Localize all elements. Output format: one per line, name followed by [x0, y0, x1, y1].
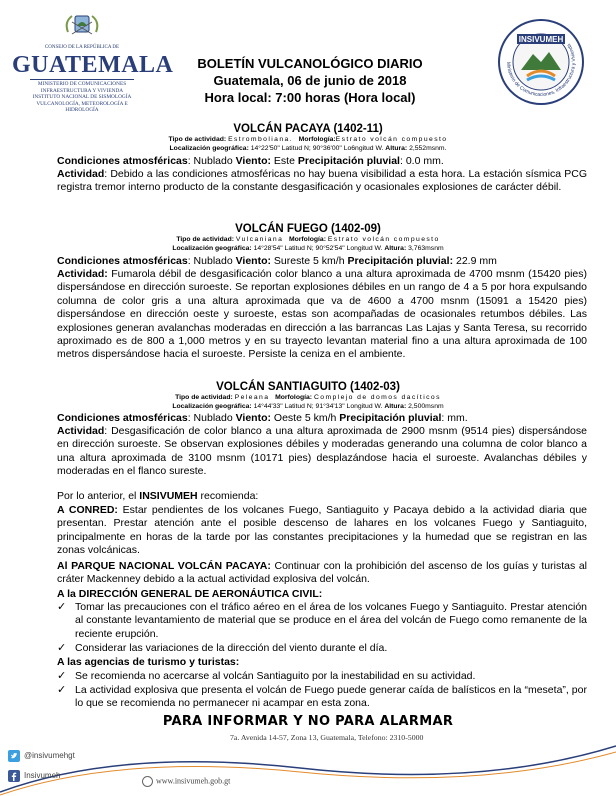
ministry-line: INFRAESTRUCTURA Y VIVIENDA: [40, 87, 124, 94]
bulletin-heading: [150, 55, 470, 106]
loc-label: Localización geográfica:: [169, 145, 249, 152]
wind-label: Viento:: [235, 155, 271, 167]
slogan: PARA INFORMAR Y NO PARA ALARMAR: [162, 714, 454, 729]
dgac-item: Tomar las precauciones con el tráfico aéreo en el área de los volcanes Fuego y Santiaguito. Prestar atención al constante levantamiento de material que se produce en el área del volcán de Fuego como remanente de la reciente erupción.: [75, 601, 587, 640]
twitter-link[interactable]: [8, 750, 75, 762]
alt-label: Altura:: [384, 245, 407, 252]
loc-label: Localización geográfica:: [172, 245, 252, 252]
santiaguito-conditions: [57, 412, 587, 425]
checkmark-icon: ✓: [57, 601, 67, 613]
tourism-heading: [57, 656, 587, 669]
loc-value: 14°44'33" Latitud N; 91°34'13" Longitud W.: [253, 403, 383, 410]
footer-decoration: [0, 738, 616, 796]
recommend-intro: [57, 490, 587, 503]
park-recommendation: [57, 560, 587, 587]
rain-value: : mm.: [441, 412, 468, 424]
wind-value: Este: [271, 155, 298, 167]
fuego-location-line: [0, 244, 616, 253]
bulletin-time: Hora local: 7:00 horas (Hora local): [204, 90, 416, 105]
bulletin-date: Guatemala, 06 de junio de 2018: [213, 73, 407, 88]
cond-value: : Nublado: [187, 155, 236, 167]
fuego-activity: [57, 268, 587, 362]
republic-text: CONSEJO DE LA REPÚBLICA DE: [44, 45, 120, 50]
type-value: Estromboliana.: [228, 136, 293, 143]
activity-label: Actividad:: [57, 268, 108, 280]
type-label: Tipo de actividad:: [176, 236, 234, 243]
morph-value: Estrato volcán compuesto: [327, 236, 440, 243]
intro-text-end: recomienda:: [197, 490, 259, 502]
activity-text: Fumarola débil de desgasificación color blanco a una altura aproximada de 4700 msnm (15420 pies) dispersándose en dirección suroeste. Se reportan explosiones débiles en un rango de 4 a 5 por hora expulsando columna de color gris a una altura aproximada que va de 4600 a 4700 msnm (15091 a 15420 pies) dispersándose en dirección oeste y suroeste, estas son acompañadas de ocasionales retumbos débiles. Las explosiones generan avalanchas moderadas en dirección a las barrancas Las Lajas y Santa Teresa, su recorrido aproximado es de 800 a 1,000 metros y en su trayecto levantan material fino a una altura aproximada de 100 metros dispersándose hacia el suroeste. Persiste la ceniza en el ambiente.: [57, 268, 587, 361]
rain-label: Precipitación pluvial: [339, 412, 442, 424]
guatemala-ministry-logo: [12, 10, 174, 122]
alt-value: 2,500msnm: [408, 403, 444, 410]
rain-label: Precipitación pluvial: [297, 155, 400, 167]
loc-label: Localización geográfica:: [172, 403, 252, 410]
ministry-line: HIDROLOGÍA: [65, 107, 99, 113]
park-label: Al PARQUE NACIONAL VOLCÁN PACAYA:: [57, 560, 271, 572]
activity-label: Actividad: [57, 168, 105, 180]
activity-text: : Debido a las condiciones atmosféricas no hay buena visibilidad a esta hora. La estación sísmica PCG registra tremor interno producto de la constante desgasificación y ocasionales explosiones de carácter débil.: [57, 168, 587, 194]
alt-label: Altura:: [384, 403, 407, 410]
dgac-label: A la DIRECCIÓN GENERAL DE AERONÁUTICA CIVIL:: [57, 588, 323, 600]
bulletin-title: BOLETÍN VULCANOLÓGICO DIARIO: [197, 56, 423, 71]
insivumeh-seal-logo: [497, 18, 585, 106]
website-link[interactable]: [142, 776, 230, 787]
cond-label: Condiciones atmosféricas: [57, 255, 188, 267]
website-url[interactable]: www.insivumeh.gob.gt: [156, 776, 231, 786]
volcano-title-santiaguito: VOLCÁN SANTIAGUITO (1402-03): [216, 381, 400, 393]
morph-value: Complejo de domos dacíticos: [313, 394, 441, 401]
type-label: Tipo de actividad:: [175, 394, 233, 401]
cond-value: : Nublado: [187, 412, 236, 424]
tourism-label: A las agencias de turismo y turistas:: [57, 656, 240, 668]
rain-value: : 0.0 mm.: [399, 155, 444, 167]
checkmark-icon: ✓: [57, 642, 67, 654]
seal-ring-text: Ministerio de Comunicaciones, Infraestructura y Vivienda: [504, 42, 578, 99]
facebook-link[interactable]: [8, 770, 60, 782]
globe-icon: [142, 776, 153, 787]
activity-label: Actividad: [57, 425, 105, 437]
intro-text: Por lo anterior, el: [57, 490, 140, 502]
wind-value: Sureste 5 km/h: [271, 255, 348, 267]
logo-divider: [30, 79, 134, 80]
coat-of-arms-icon: [62, 10, 102, 40]
type-value: Vulcaniana: [235, 236, 284, 243]
cond-value: : Nublado: [187, 255, 236, 267]
cond-label: Condiciones atmosféricas: [57, 155, 188, 167]
wind-value: Oeste 5 km/h: [271, 412, 340, 424]
conred-recommendation: [57, 504, 587, 558]
checkmark-icon: ✓: [57, 684, 67, 696]
activity-text: : Desgasificación de color blanco a una altura aproximada de 2900 msnm (9514 pies) dispersándose en dirección suroeste. Se observan explosiones débiles y moderadas generando una columna de color blanco a una altura aproximada de 3100 msnm (10171 pies) desplazándose hacia el suroeste. Avalanchas débiles y moderadas en el flanco sureste.: [57, 425, 587, 478]
guatemala-wordmark: GUATEMALA: [12, 52, 174, 78]
tourism-item: Se recomienda no acercarse al volcán Santiaguito por la inestabilidad en su actividad.: [75, 670, 476, 682]
checkmark-icon: ✓: [57, 670, 67, 682]
morph-value: Estrato volcán compuesto: [335, 136, 448, 143]
cond-label: Condiciones atmosféricas: [57, 412, 188, 424]
loc-value: 14°22'50" Latitud N; 90°36'00" Lo6ngitud W.: [250, 145, 384, 152]
ministry-line: INSTITUTO NACIONAL DE SISMOLOGÍA: [32, 94, 132, 100]
seal-name-text: INSIVUMEH: [518, 35, 564, 44]
alt-label: Altura:: [385, 145, 408, 152]
morph-label: Morfología:: [275, 394, 313, 401]
pacaya-conditions: [57, 155, 587, 168]
pacaya-location-line: [0, 144, 616, 153]
alt-value: 3,763msnm: [408, 245, 444, 252]
tourism-item: La actividad explosiva que presenta el volcán de Fuego puede generar caída de balísticos en la “meseta”, por lo que se recomienda no permanecer ni acampar en esta zona.: [75, 684, 587, 710]
intro-org: INSIVUMEH: [139, 490, 198, 502]
morph-label: Morfología:: [298, 136, 336, 143]
alt-value: 2,552msnm.: [409, 145, 447, 152]
dgac-heading: [57, 588, 587, 601]
rain-value: 22.9 mm: [453, 255, 497, 267]
type-label: Tipo de actividad:: [168, 136, 227, 143]
pacaya-type-line: [0, 135, 616, 144]
twitter-icon: [8, 750, 20, 762]
rain-label: Precipitación pluvial:: [347, 255, 454, 267]
dgac-item: Considerar las variaciones de la dirección del viento durante el día.: [75, 642, 388, 654]
ministry-line: MINISTERIO DE COMUNICACIONES: [37, 81, 127, 87]
morph-label: Morfología:: [288, 236, 326, 243]
park-text: Continuar con la prohibición del ascenso de los guías y turistas al cráter Mackenney debido a la actual actividad explosiva del volcán.: [57, 560, 588, 586]
ministry-line: VULCANOLOGÍA, METEOROLOGÍA E: [36, 100, 128, 107]
santiaguito-activity: [57, 425, 587, 479]
santiaguito-type-line: [0, 393, 616, 402]
facebook-icon: [8, 770, 20, 782]
conred-text: Estar pendientes de los volcanes Fuego, Santiaguito y Pacaya debido a la actividad diaria que presentan. Prestar atención ante el posible descenso de lahares en los volcanes Fuego y Santiaguito, principalmente en horas de la tarde por las constantes precipitaciones y la humedad que se registran en las zonas volcánicas.: [57, 504, 588, 557]
pacaya-activity: [57, 168, 587, 195]
address: 7a. Avenida 14-57, Zona 13, Guatemala, Telefono: 2310-5000: [230, 733, 424, 742]
wind-label: Viento:: [235, 255, 271, 267]
fuego-conditions: [57, 255, 587, 268]
conred-label: A CONRED:: [57, 504, 118, 516]
twitter-handle[interactable]: @insivumehgt: [24, 751, 75, 761]
wind-label: Viento:: [235, 412, 271, 424]
volcano-title-fuego: VOLCÁN FUEGO (1402-09): [235, 223, 381, 235]
type-value: Peleana: [234, 394, 270, 401]
fuego-type-line: [0, 235, 616, 244]
facebook-name[interactable]: Insivumeh: [24, 771, 61, 781]
loc-value: 14°28'54" Latitud N; 90°52'54" Longitud W.: [253, 245, 383, 252]
santiaguito-location-line: [0, 402, 616, 411]
volcano-title-pacaya: VOLCÁN PACAYA (1402-11): [233, 123, 383, 135]
